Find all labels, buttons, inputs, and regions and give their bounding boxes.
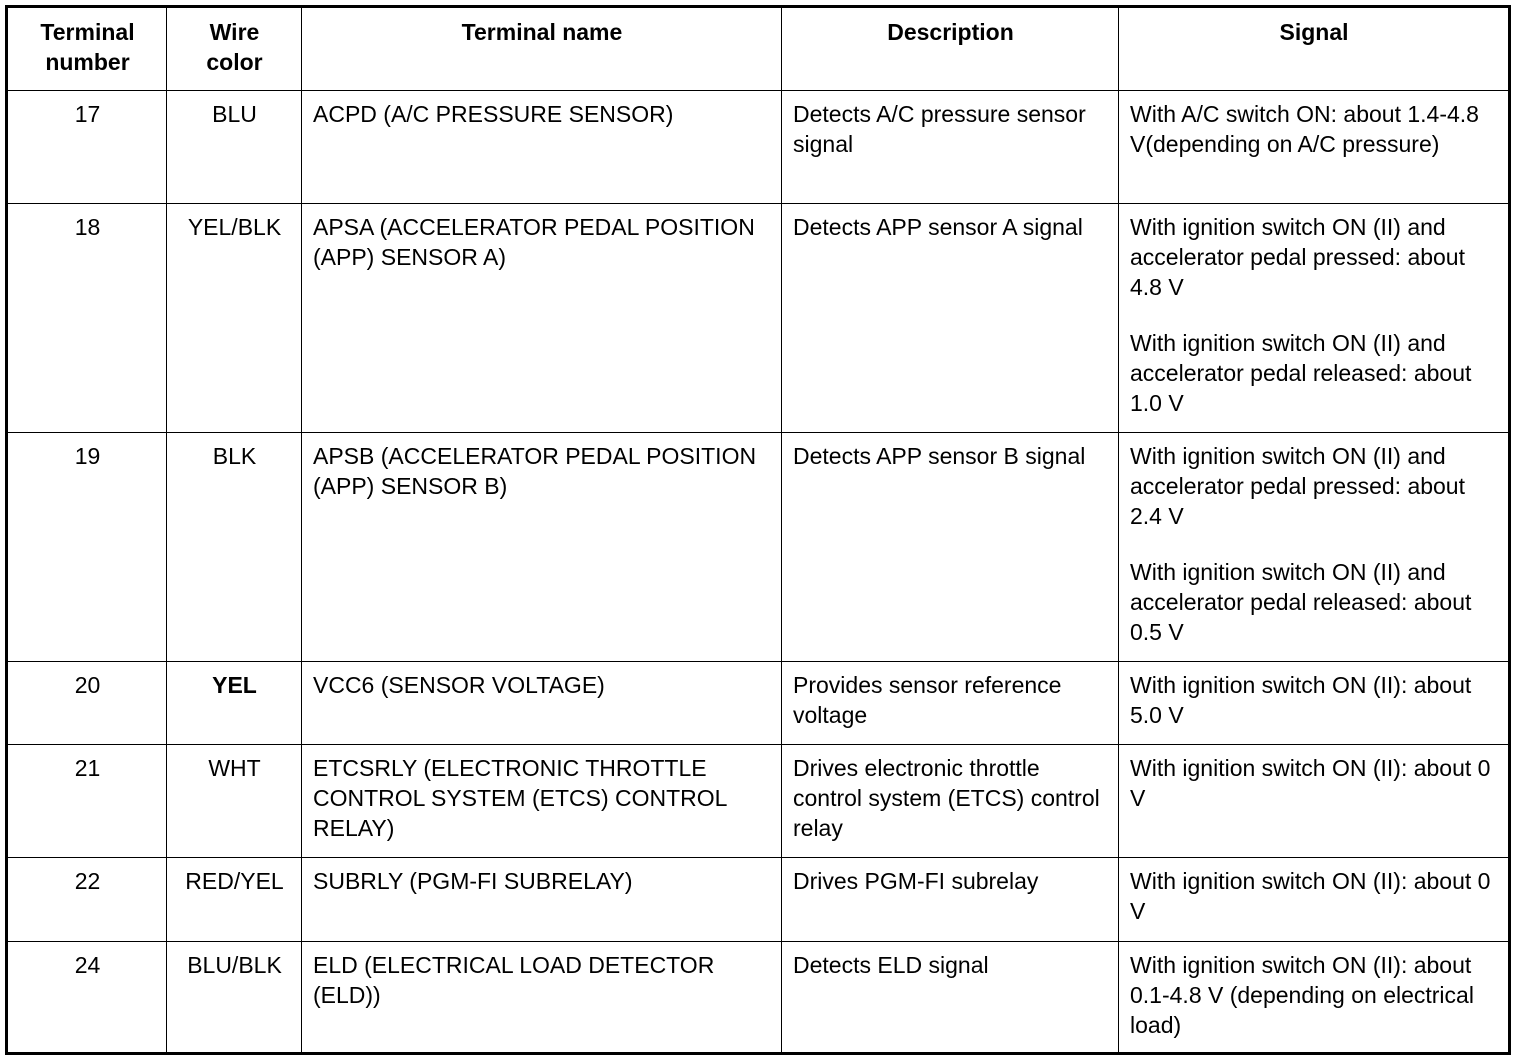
terminal-name: ACPD (A/C PRESSURE SENSOR) <box>302 91 782 204</box>
wire-color: YEL <box>167 662 302 745</box>
terminal-name: SUBRLY (PGM-FI SUBRELAY) <box>302 858 782 942</box>
terminal-number: 17 <box>7 91 167 204</box>
description: Detects APP sensor B signal <box>782 433 1119 662</box>
signal-text: With ignition switch ON (II): about 0 V <box>1130 868 1491 924</box>
terminal-name: VCC6 (SENSOR VOLTAGE) <box>302 662 782 745</box>
table-row <box>7 745 1510 858</box>
header-row <box>7 7 1510 91</box>
header-terminal-number: Terminal number <box>7 7 167 91</box>
wire-color: YEL/BLK <box>167 204 302 433</box>
wire-color: BLU <box>167 91 302 204</box>
signal <box>1119 91 1510 204</box>
signal-text: With ignition switch ON (II) and accelerator pedal released: about 1.0 V <box>1130 330 1472 416</box>
header-signal: Signal <box>1119 7 1510 91</box>
signal-text: With ignition switch ON (II) and accelerator pedal pressed: about 2.4 V <box>1130 443 1465 529</box>
description: Drives PGM-FI subrelay <box>782 858 1119 942</box>
description: Drives electronic throttle control system (ETCS) control relay <box>782 745 1119 858</box>
wire-color: WHT <box>167 745 302 858</box>
terminal-name: APSB (ACCELERATOR PEDAL POSITION (APP) SENSOR B) <box>302 433 782 662</box>
signal <box>1119 858 1510 942</box>
header-description: Description <box>782 7 1119 91</box>
table-row <box>7 433 1510 662</box>
terminal-table <box>5 5 1511 1055</box>
signal <box>1119 745 1510 858</box>
terminal-number: 24 <box>7 942 167 1054</box>
signal <box>1119 942 1510 1054</box>
description: Detects APP sensor A signal <box>782 204 1119 433</box>
description: Detects A/C pressure sensor signal <box>782 91 1119 204</box>
header-terminal-name: Terminal name <box>302 7 782 91</box>
terminal-number: 19 <box>7 433 167 662</box>
terminal-number: 18 <box>7 204 167 433</box>
table-row <box>7 942 1510 1054</box>
wire-color: BLK <box>167 433 302 662</box>
signal <box>1119 433 1510 662</box>
description: Provides sensor reference voltage <box>782 662 1119 745</box>
wire-color: RED/YEL <box>167 858 302 942</box>
wire-color: BLU/BLK <box>167 942 302 1054</box>
table-row <box>7 204 1510 433</box>
signal-text: With ignition switch ON (II) and accelerator pedal pressed: about 4.8 V <box>1130 214 1465 300</box>
table-row <box>7 91 1510 204</box>
table-row <box>7 858 1510 942</box>
signal <box>1119 204 1510 433</box>
terminal-number: 22 <box>7 858 167 942</box>
description: Detects ELD signal <box>782 942 1119 1054</box>
terminal-name: ELD (ELECTRICAL LOAD DETECTOR (ELD)) <box>302 942 782 1054</box>
terminal-name: APSA (ACCELERATOR PEDAL POSITION (APP) SENSOR A) <box>302 204 782 433</box>
signal <box>1119 662 1510 745</box>
header-wire-color: Wire color <box>167 7 302 91</box>
terminal-number: 20 <box>7 662 167 745</box>
signal-text: With ignition switch ON (II): about 0 V <box>1130 755 1491 811</box>
table-row <box>7 662 1510 745</box>
signal-text: With A/C switch ON: about 1.4-4.8 V(depending on A/C pressure) <box>1130 101 1479 157</box>
terminal-name: ETCSRLY (ELECTRONIC THROTTLE CONTROL SYSTEM (ETCS) CONTROL RELAY) <box>302 745 782 858</box>
signal-text: With ignition switch ON (II) and accelerator pedal released: about 0.5 V <box>1130 559 1472 645</box>
signal-text: With ignition switch ON (II): about 5.0 V <box>1130 672 1472 728</box>
terminal-number: 21 <box>7 745 167 858</box>
signal-text: With ignition switch ON (II): about 0.1-4.8 V (depending on electrical load) <box>1130 952 1474 1038</box>
terminal-table-container <box>5 5 1511 1055</box>
